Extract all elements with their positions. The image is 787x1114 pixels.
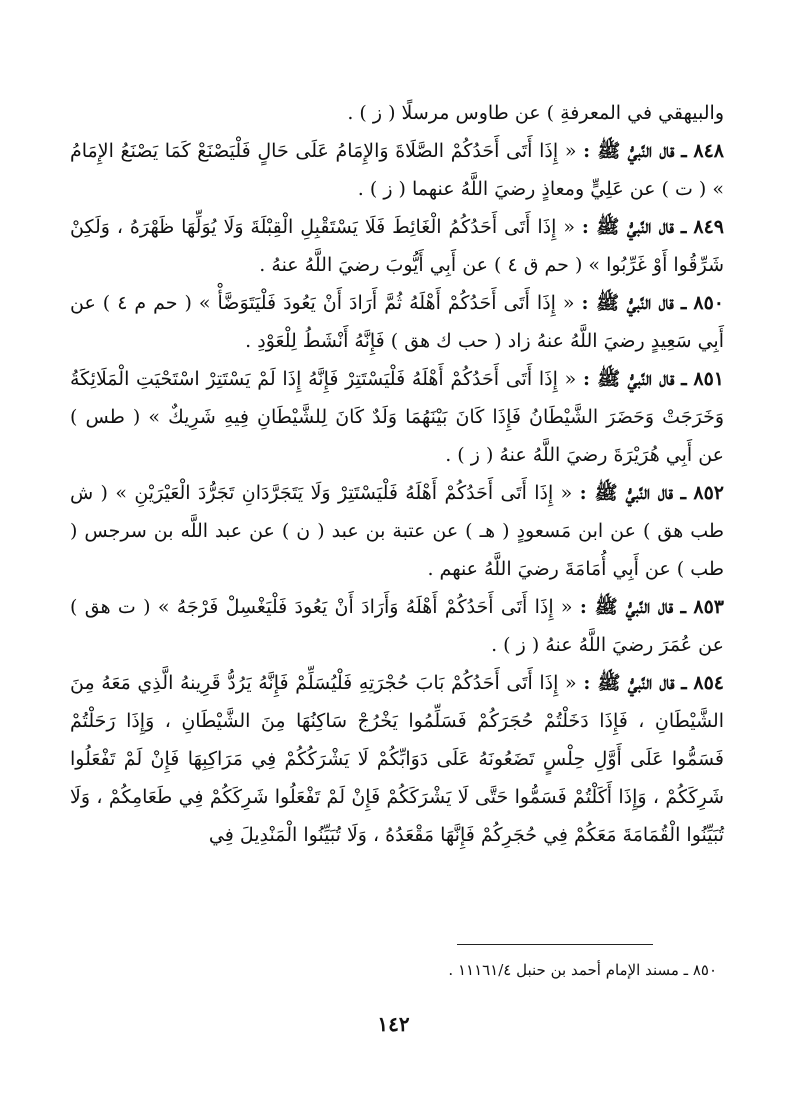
hadith-854 [70,664,724,854]
number-dash: ـ [681,368,687,390]
hadith-attribution: قال النَّبيُّ ﷺ : [581,216,674,238]
intro-text: والبيهقي في المعرفةِ ) عن طاوس مرسلًا ( ز ) . [347,102,724,124]
main-text [70,94,724,854]
hadith-number: ٨٥٤ [693,672,725,694]
hadith-attribution: قال النَّبيُّ ﷺ : [579,482,674,504]
hadith-number: ٨٤٨ [693,140,724,162]
hadith-851 [70,360,724,474]
footnote-divider [457,944,653,945]
hadith-number: ٨٥٢ [693,482,725,504]
hadith-848 [70,132,724,208]
hadith-853 [70,588,724,664]
hadith-text: « إِذَا أَتَى أَحَدُكُمْ أَهْلَهُ وَأَرَادَ أَنْ يَعُودَ فَلْيَغْسِلْ فَرْجَهُ » ( ت هق ) عن عُمَرَ رضيَ اللَّهُ عنهُ ( ز ) . [70,596,724,656]
page-number: ١٤٢ [377,1012,410,1036]
hadith-number: ٨٥٠ [693,292,724,314]
hadith-number: ٨٥٣ [693,596,725,618]
hadith-850 [70,284,724,360]
hadith-text: « إِذَا أَتَى أَحَدُكُمْ أَهْلَهُ فَلْيَسْتَتِرْ وَلَا يَتَجَرَّدَانِ تَجَرُّدَ الْعَيْرَيْنِ » ( ش طب هق ) عن ابن مَسعودٍ ( هـ ) عن عتبة بن عبد ( ن ) عن عبد اللَّه بن سرجس ( طب ) عن أَبِي أُمَامَةَ رضيَ اللَّهُ عنهم . [70,482,724,580]
number-dash: ـ [681,672,687,694]
number-dash: ـ [680,482,687,504]
hadith-attribution: قال النَّبيُّ ﷺ : [581,292,674,314]
intro-paragraph [70,94,724,132]
hadith-attribution: قال النَّبيُّ ﷺ : [583,672,675,694]
hadith-attribution: قال النَّبيُّ ﷺ : [579,596,674,618]
hadith-attribution: قال النَّبيُّ ﷺ : [583,140,675,162]
hadith-852 [70,474,724,588]
number-dash: ـ [680,216,687,238]
hadith-text: « إِذَا أَتَى أَحَدُكُمْ الصَّلَاةَ وَالإِمَامُ عَلَى حَالٍ فَلْيَصْنَعْ كَمَا يَصْنَعُ الإِمَامُ » ( ت ) عن عَلِيٍّ ومعاذٍ رضيَ اللَّهُ عنهما ( ز ) . [70,140,724,200]
hadith-text: « إِذَا أَتَى أَحَدُكُمْ أَهْلَهُ ثُمَّ أَرَادَ أَنْ يَعُودَ فَلْيَتَوَضَّأْ » ( حم م ٤ ) عن أَبِي سَعِيدٍ رضيَ اللَّهُ عنهُ زاد ( حب ك هق ) فَإِنَّهُ أَنْشَطُ لِلْعَوْدِ . [70,292,724,352]
hadith-number: ٨٤٩ [693,216,724,238]
hadith-text: « إِذَا أَتَى أَحَدُكُمْ بَابَ حُجْرَتِهِ فَلْيُسَلِّمْ فَإِنَّهُ يَرُدُّ قَرِينهُ الَّذِي مَعَهُ مِنَ الشَّيْطَانِ ، فَإِذَا دَخَلْتُمْ حُجَرَكُمْ فَسَلِّمُوا يَخْرُجْ سَاكِنُهَا مِنَ الشَّيْطَانِ ، وَإِذَا رَحَلْتُمْ فَسَمُّوا عَلَى أَوَّلِ حِلْسٍ تَضَعُونَهُ عَلَى دَوَابِّكُمْ لَا يَشْرَكُكُمْ فِي مَرَاكِبِهَا فَإِنْ لَمْ تَفْعَلُوا شَرِكَكُمْ ، وَإِذَا أَكَلْتُمْ فَسَمُّوا حَتَّى لَا يَشْرَكَكُمْ فَإِنْ لَمْ تَفْعَلُوا شَرِكَكُمْ فِي طَعَامِكُمْ ، وَلَا تُبَيِّنُوا الْقُمَامَةَ مَعَكُمْ فِي حُجَرِكُمْ فَإِنَّهَا مَقْعَدُهُ ، وَلَا تُبَيِّنُوا الْمَنْدِيلَ فِي [70,672,724,846]
number-dash: ـ [680,596,687,618]
hadith-number: ٨٥١ [693,368,725,390]
footnote: ٨٥٠ ـ مسند الإمام أحمد بن حنبل ١١١٦١/٤ . [448,961,717,979]
hadith-text: « إِذَا أَتَى أَحَدُكُمْ أَهْلَهُ فَلْيَسْتَتِرْ فَإِنَّهُ إِذَا لَمْ يَسْتَتِرْ اسْتَحْيَتِ الْمَلَائِكَةُ وَخَرَجَتْ وَحَضَرَ الشَّيْطَانُ فَإِذَا كَانَ بَيْنَهُمَا وَلَدٌ كَانَ لِلشَّيْطَانِ فِيهِ شَرِيكٌ » ( طس ) عن أَبِي هُرَيْرَةَ رضيَ اللَّهُ عنهُ ( ز ) . [70,368,724,466]
number-dash: ـ [681,140,687,162]
hadith-849 [70,208,724,284]
hadith-attribution: قال النَّبيُّ ﷺ : [582,368,675,390]
hadith-text: « إِذَا أَتَى أَحَدُكُمُ الْغَائِطَ فَلَا يَسْتَقْبِلِ الْقِبْلَةَ وَلَا يُوَلِّهَا ظَهْرَهُ ، وَلَكِنْ شَرِّقُوا أَوْ غَرِّبُوا » ( حم ق ٤ ) عن أَبِي أَيُّوبَ رضيَ اللَّهُ عنهُ . [70,216,724,276]
number-dash: ـ [680,292,687,314]
